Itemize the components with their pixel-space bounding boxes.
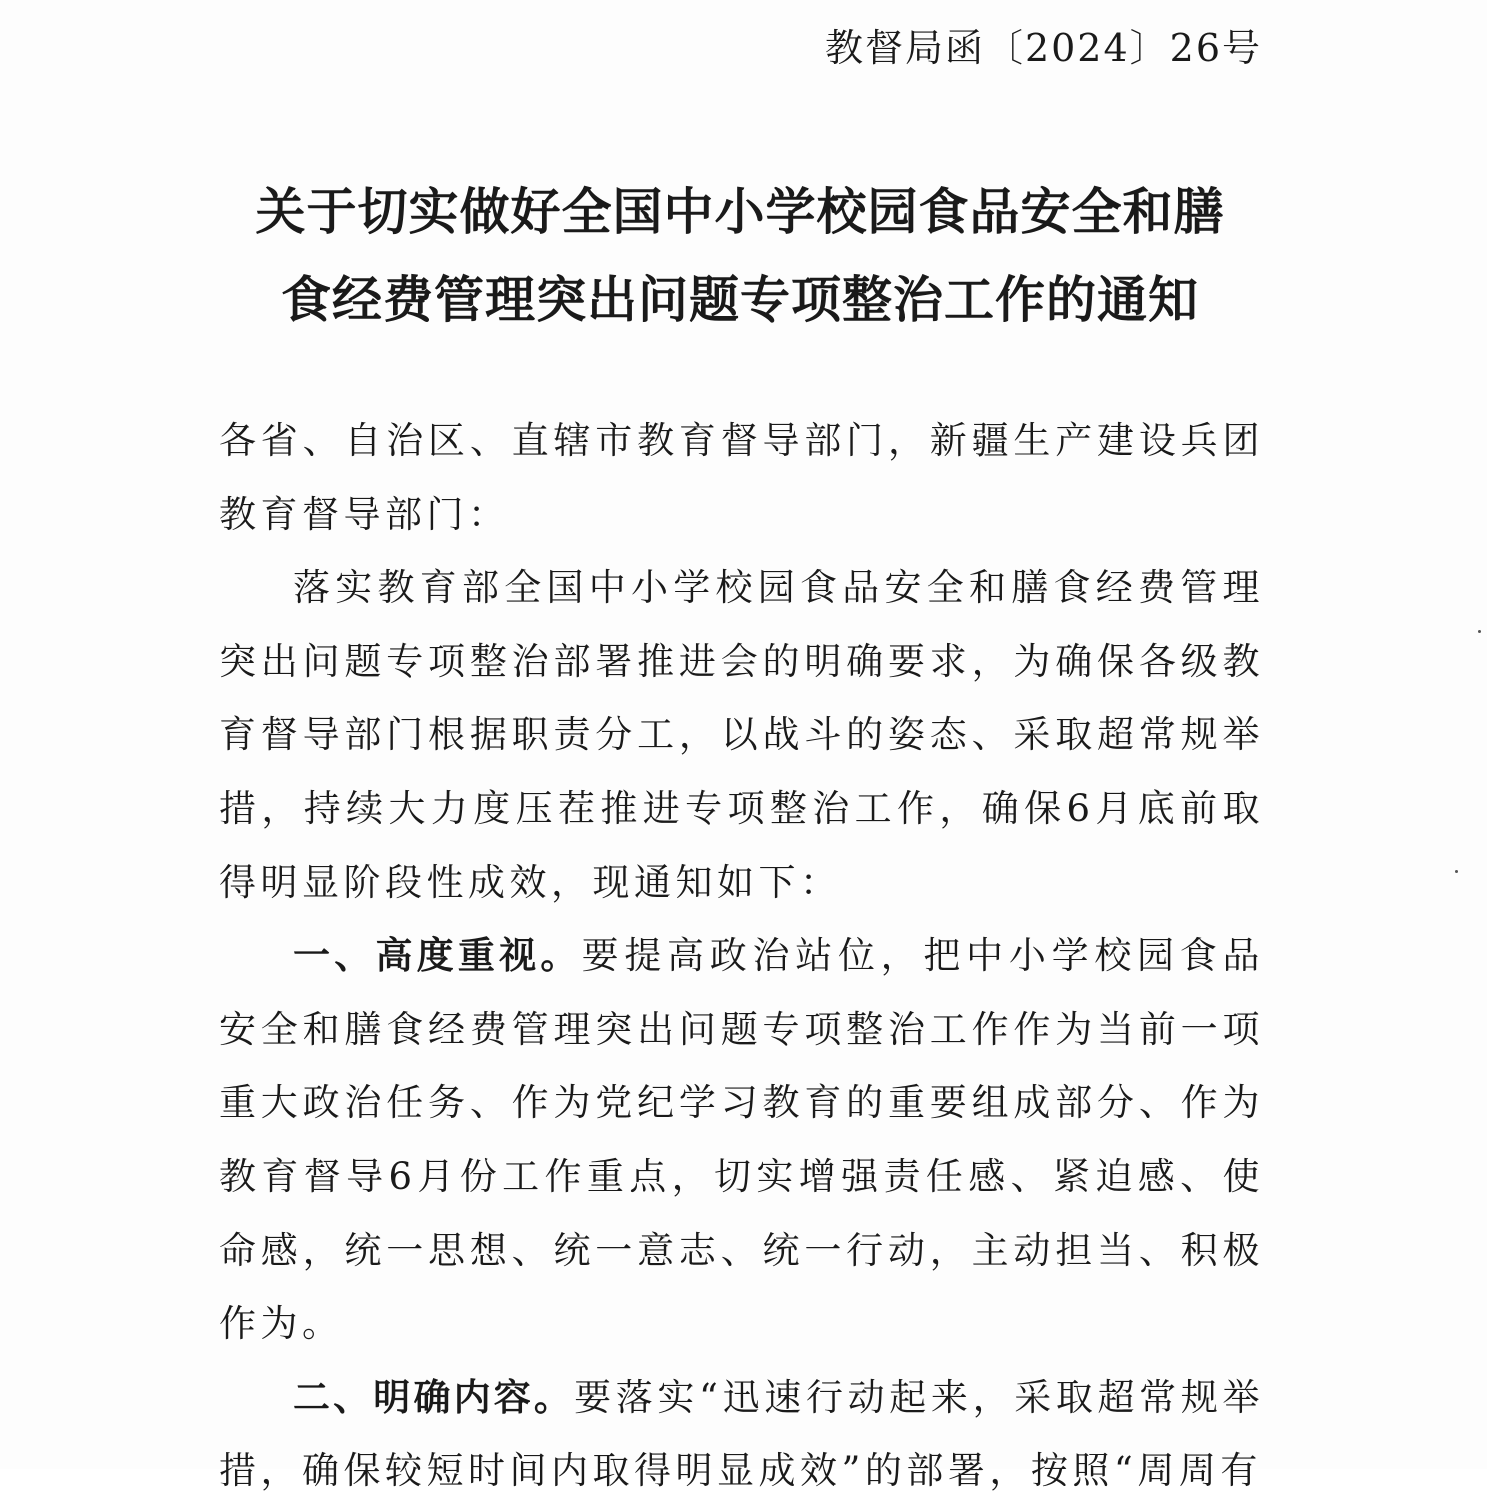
document-number: 教督局函〔2024〕26号 [824,26,1262,70]
scan-speck [1455,870,1458,873]
section-2-paragraph [219,1361,1264,1508]
title-line-1: 关于切实做好全国中小学校园食品安全和膳 [255,183,1225,241]
section-1-text: 要提高政治站位，把中小学校园食品安全和膳食经费管理突出问题专项整治工作作为当前一项重大政治任务、作为党纪学习教育的重要组成部分、作为教育督导6月份工作重点，切实增强责任感、紧迫感、使命感，统一思想、统一意志、统一行动，主动担当、积极作为。 [219,934,1265,1346]
intro-paragraph: 落实教育部全国中小学校园食品安全和膳食经费管理突出问题专项整治部署推进会的明确要求，为确保各级教育督导部门根据职责分工，以战斗的姿态、采取超常规举措，持续大力度压茬推进专项整治工作，确保6月底前取得明显阶段性成效，现通知如下： [219,566,1264,904]
addressee: 各省、自治区、直辖市教育督导部门，新疆生产建设兵团教育督导部门： [219,419,1264,536]
section-1-paragraph [219,919,1264,1361]
document-title [180,168,1300,344]
section-2-heading: 二、明确内容。 [293,1375,575,1419]
title-line-2: 食经费管理突出问题专项整治工作的通知 [281,271,1199,329]
section-1-heading: 一、高度重视。 [293,934,582,978]
document-body [219,404,1264,1508]
scan-speck [1478,630,1481,633]
section-2-text: 要落实“迅速行动起来，采取超常规举措，确保较短时间内取得明显成效”的部署，按照“周周有 [219,1375,1264,1493]
